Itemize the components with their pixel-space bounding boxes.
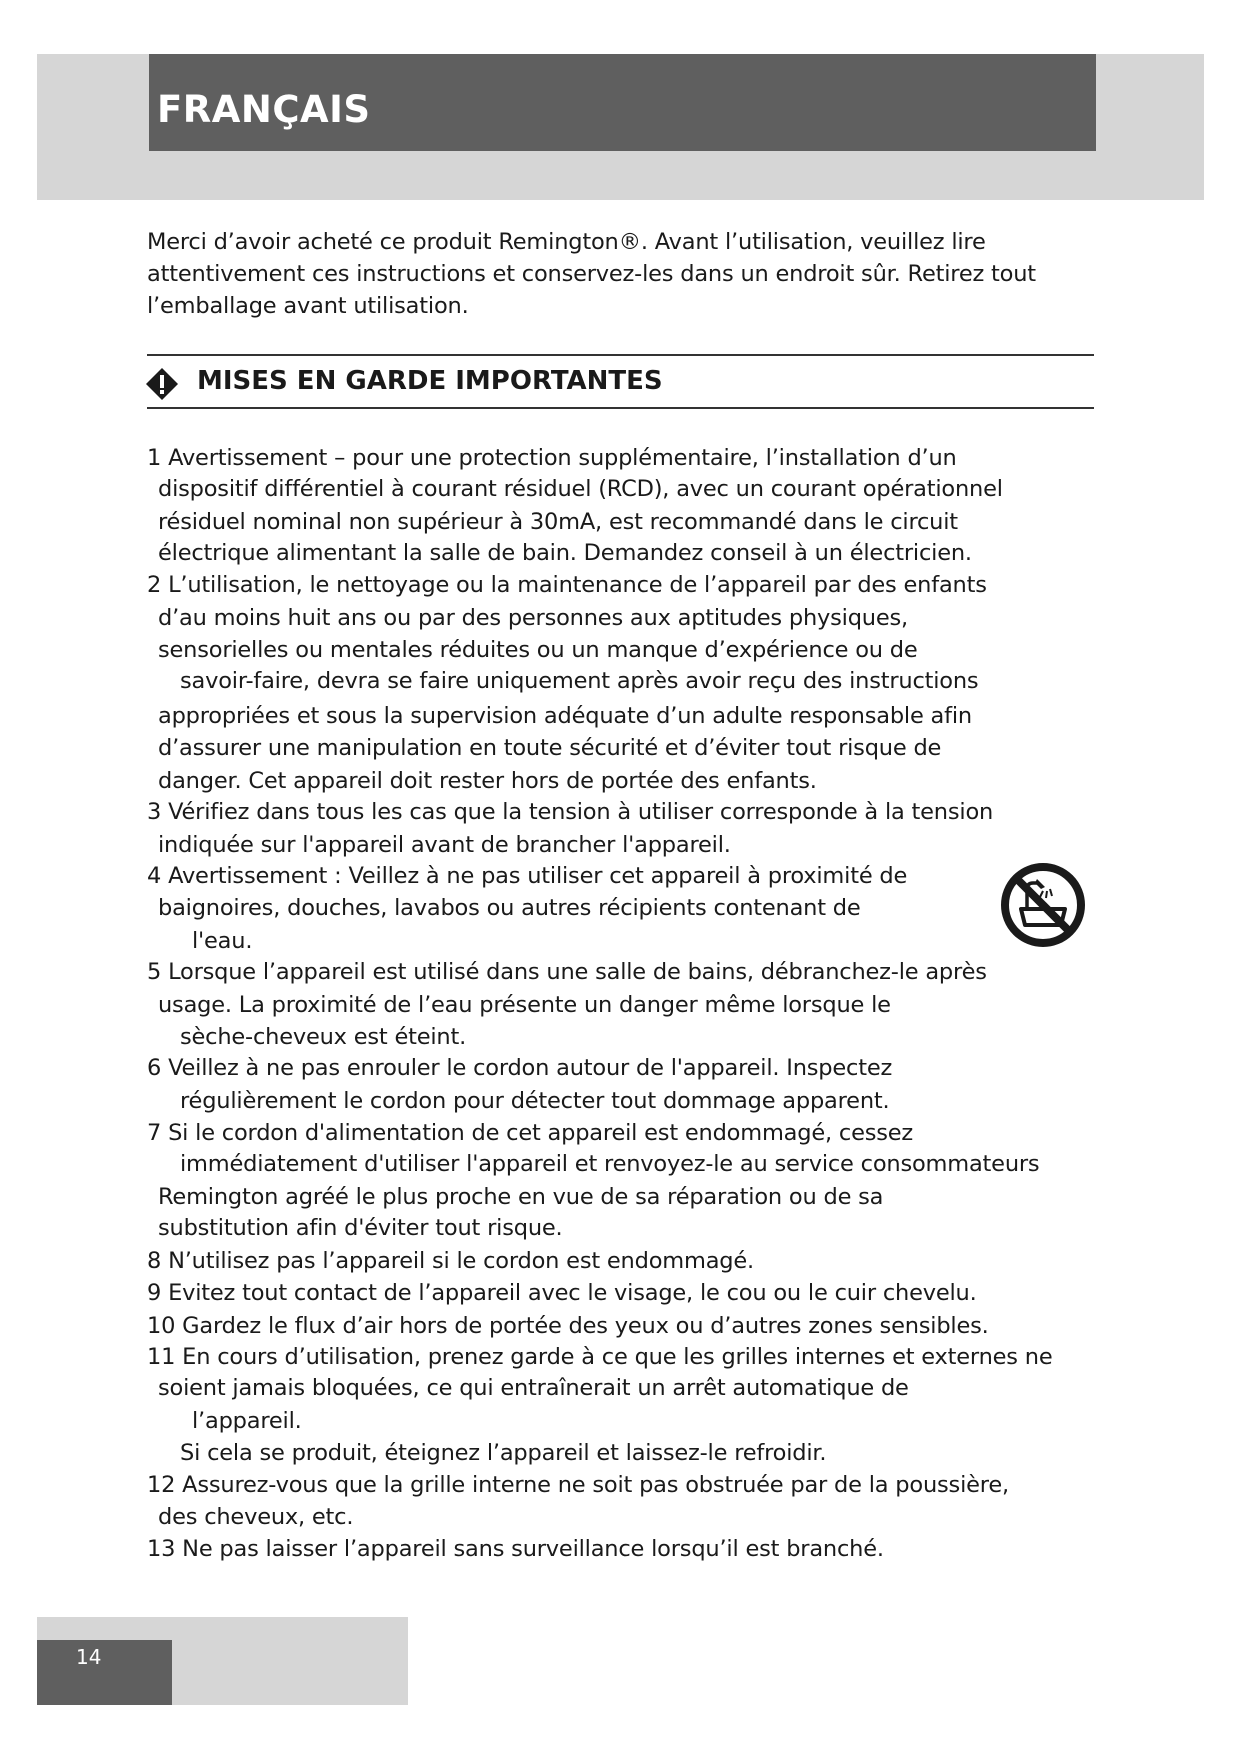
list-line: immédiatement d'utiliser l'appareil et renvoyez-le au service consommateurs: [180, 1151, 1040, 1177]
intro-paragraph: Merci d’avoir acheté ce produit Remington®. Avant l’utilisation, veuillez lire attentivement ces instructions et conservez-les dans un endroit sûr. Retirez tout l’emballage avant utilisation.: [147, 229, 1036, 319]
list-line: résiduel nominal non supérieur à 30mA, est recommandé dans le circuit: [158, 509, 958, 535]
list-line: 5 Lorsque l’appareil est utilisé dans une salle de bains, débranchez-le après: [147, 959, 987, 985]
list-line: des cheveux, etc.: [158, 1504, 354, 1530]
list-line: danger. Cet appareil doit rester hors de portée des enfants.: [158, 768, 817, 794]
page-number: 14: [76, 1645, 102, 1669]
list-line: 12 Assurez-vous que la grille interne ne soit pas obstruée par de la poussière,: [147, 1472, 1009, 1498]
page-title: FRANÇAIS: [157, 88, 371, 131]
list-line: savoir-faire, devra se faire uniquement après avoir reçu des instructions: [180, 668, 979, 694]
list-line: l'eau.: [192, 928, 253, 954]
list-line: d’assurer une manipulation en toute sécurité et d’éviter tout risque de: [158, 735, 942, 761]
section-rule-top: [147, 354, 1094, 356]
list-line: dispositif différentiel à courant résiduel (RCD), avec un courant opérationnel: [158, 476, 1003, 502]
list-line: 6 Veillez à ne pas enrouler le cordon autour de l'appareil. Inspectez: [147, 1055, 893, 1081]
list-line: sèche-cheveux est éteint.: [180, 1024, 467, 1050]
list-line: 1 Avertissement – pour une protection supplémentaire, l’installation d’un: [147, 445, 957, 471]
list-line: baignoires, douches, lavabos ou autres récipients contenant de: [158, 895, 861, 921]
list-line: 7 Si le cordon d'alimentation de cet appareil est endommagé, cessez: [147, 1120, 914, 1146]
list-line: 9 Evitez tout contact de l’appareil avec le visage, le cou ou le cuir chevelu.: [147, 1280, 977, 1306]
list-line: sensorielles ou mentales réduites ou un manque d’expérience ou de: [158, 637, 918, 663]
list-line: indiquée sur l'appareil avant de brancher l'appareil.: [158, 832, 731, 858]
list-line: 8 N’utilisez pas l’appareil si le cordon est endommagé.: [147, 1248, 754, 1274]
section-title: MISES EN GARDE IMPORTANTES: [197, 366, 663, 396]
list-line: usage. La proximité de l’eau présente un danger même lorsque le: [158, 992, 891, 1018]
list-line: l’appareil.: [192, 1408, 302, 1434]
list-line: électrique alimentant la salle de bain. Demandez conseil à un électricien.: [158, 540, 972, 566]
list-line: 3 Vérifiez dans tous les cas que la tension à utiliser corresponde à la tension: [147, 799, 994, 825]
list-line: appropriées et sous la supervision adéquate d’un adulte responsable afin: [158, 703, 972, 729]
section-rule-bottom: [147, 407, 1094, 409]
warning-diamond-icon: [145, 367, 179, 401]
list-line: régulièrement le cordon pour détecter tout dommage apparent.: [180, 1088, 890, 1114]
list-line: 11 En cours d’utilisation, prenez garde à ce que les grilles internes et externes ne: [147, 1344, 1053, 1370]
list-line: 2 L’utilisation, le nettoyage ou la maintenance de l’appareil par des enfants: [147, 572, 987, 598]
list-line: 4 Avertissement : Veillez à ne pas utiliser cet appareil à proximité de: [147, 863, 908, 889]
list-line: d’au moins huit ans ou par des personnes aux aptitudes physiques,: [158, 605, 908, 631]
no-use-near-bathtub-icon: [999, 861, 1087, 949]
list-line: Remington agréé le plus proche en vue de sa réparation ou de sa: [158, 1184, 884, 1210]
list-line: soient jamais bloquées, ce qui entraînerait un arrêt automatique de: [158, 1375, 909, 1401]
list-line: Si cela se produit, éteignez l’appareil et laissez-le refroidir.: [180, 1440, 827, 1466]
list-line: substitution afin d'éviter tout risque.: [158, 1215, 563, 1241]
footer-page-box: [37, 1640, 172, 1705]
list-line: 10 Gardez le flux d’air hors de portée des yeux ou d’autres zones sensibles.: [147, 1313, 989, 1339]
list-line: 13 Ne pas laisser l’appareil sans surveillance lorsqu’il est branché.: [147, 1536, 884, 1562]
